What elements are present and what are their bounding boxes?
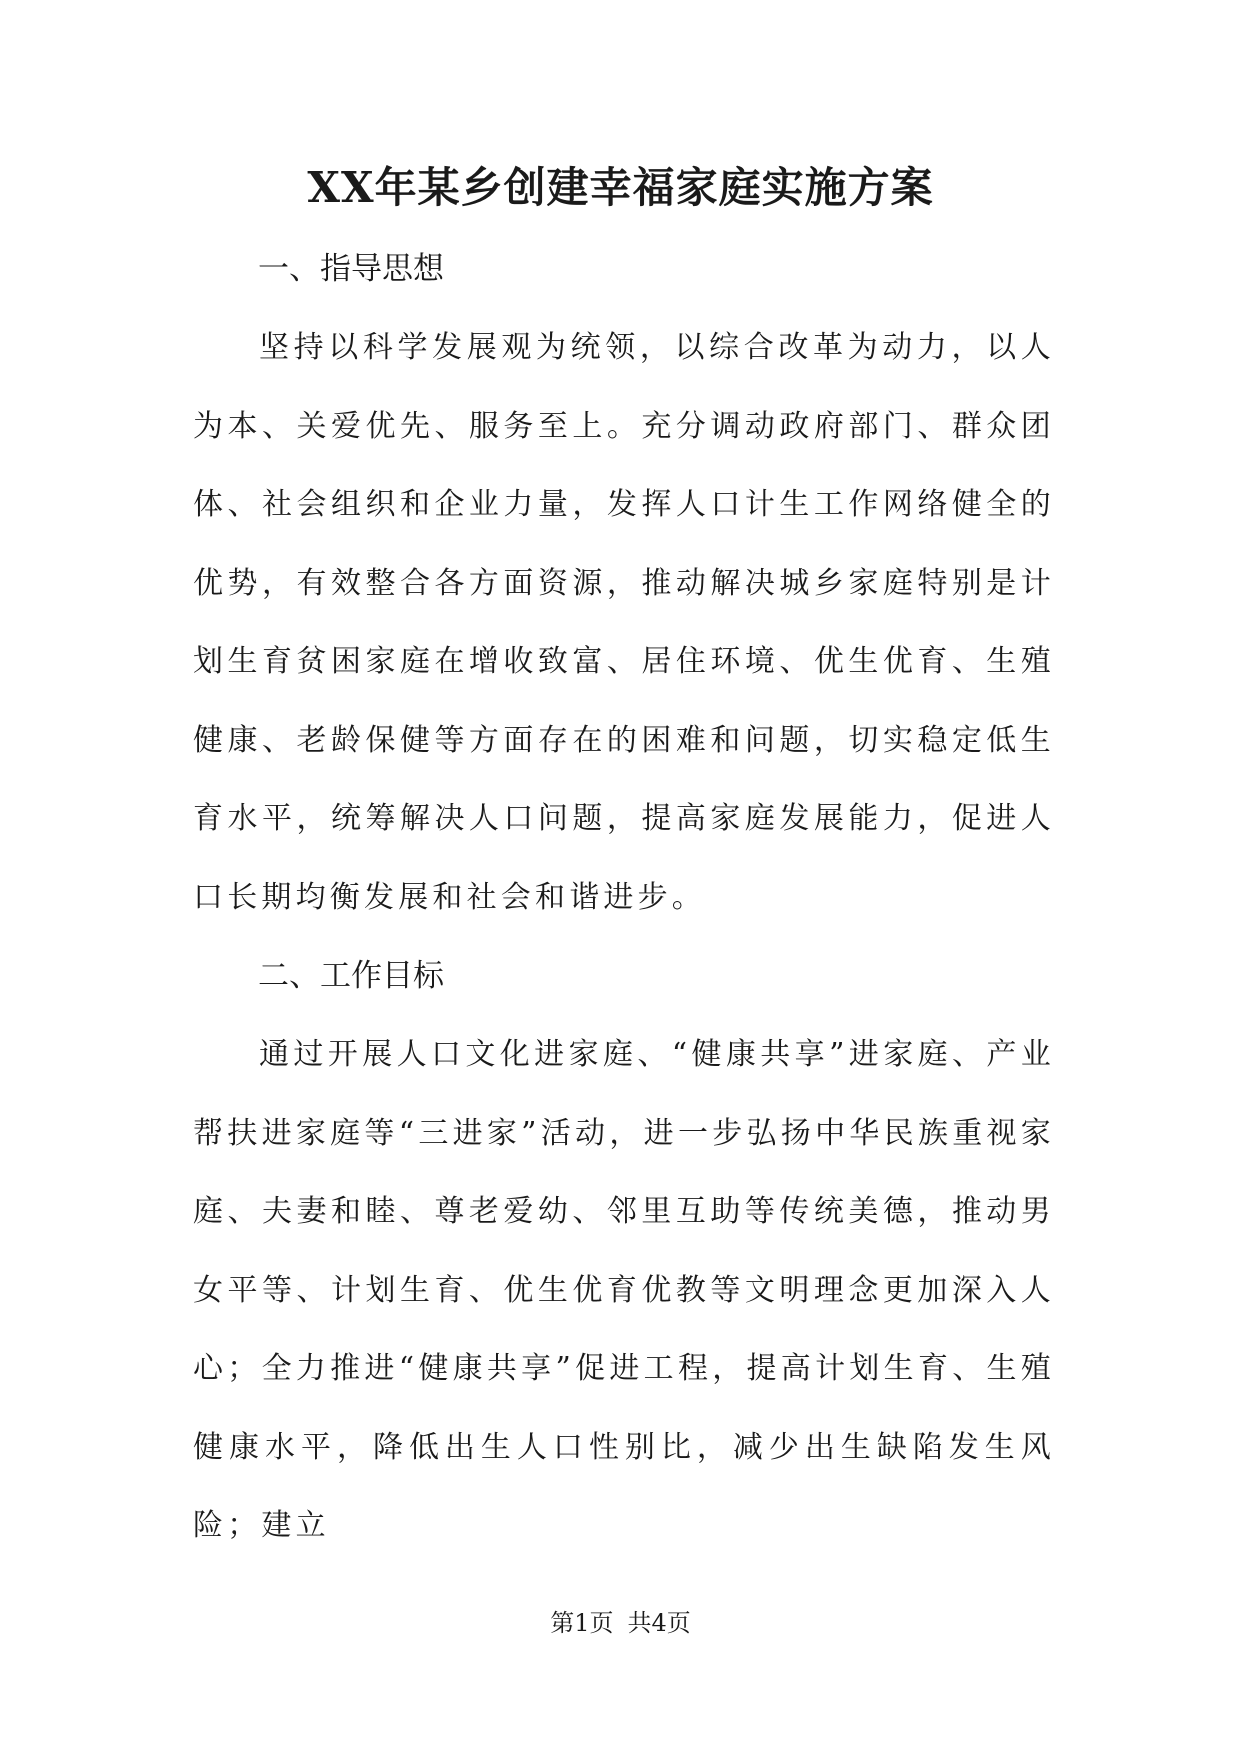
section-paragraph-guiding-ideology: 坚持以科学发展观为统领，以综合改革为动力，以人为本、关爱优先、服务至上。充分调动政府部门、群众团体、社会组织和企业力量，发挥人口计生工作网络健全的优势，有效整合各方面资源，推动解决城乡家庭特别是计划生育贫困家庭在增收致富、居住环境、优生优育、生殖健康、老龄保健等方面存在的困难和问题，切实稳定低生育水平，统筹解决人口问题，提高家庭发展能力，促进人口长期均衡发展和社会和谐进步。 [193, 330, 1055, 915]
section-heading-guiding-ideology: 一、指导思想 [258, 251, 444, 287]
page-number: 第1页 [550, 1609, 614, 1637]
section-heading-work-goals: 二、工作目标 [258, 958, 444, 994]
document-title: XX年某乡创建幸福家庭实施方案 [307, 163, 934, 212]
section-paragraph-work-goals: 通过开展人口文化进家庭、“健康共享”进家庭、产业帮扶进家庭等“三进家”活动，进一步弘扬中华民族重视家庭、夫妻和睦、尊老爱幼、邻里互助等传统美德，推动男女平等、计划生育、优生优育优教等文明理念更加深入人心；全力推进“健康共享”促进工程，提高计划生育、生殖健康水平，降低出生人口性别比，减少出生缺陷发生风险；建立 [193, 1037, 1055, 1543]
page-total: 共4页 [627, 1609, 691, 1637]
page-footer [0, 1607, 1241, 1639]
